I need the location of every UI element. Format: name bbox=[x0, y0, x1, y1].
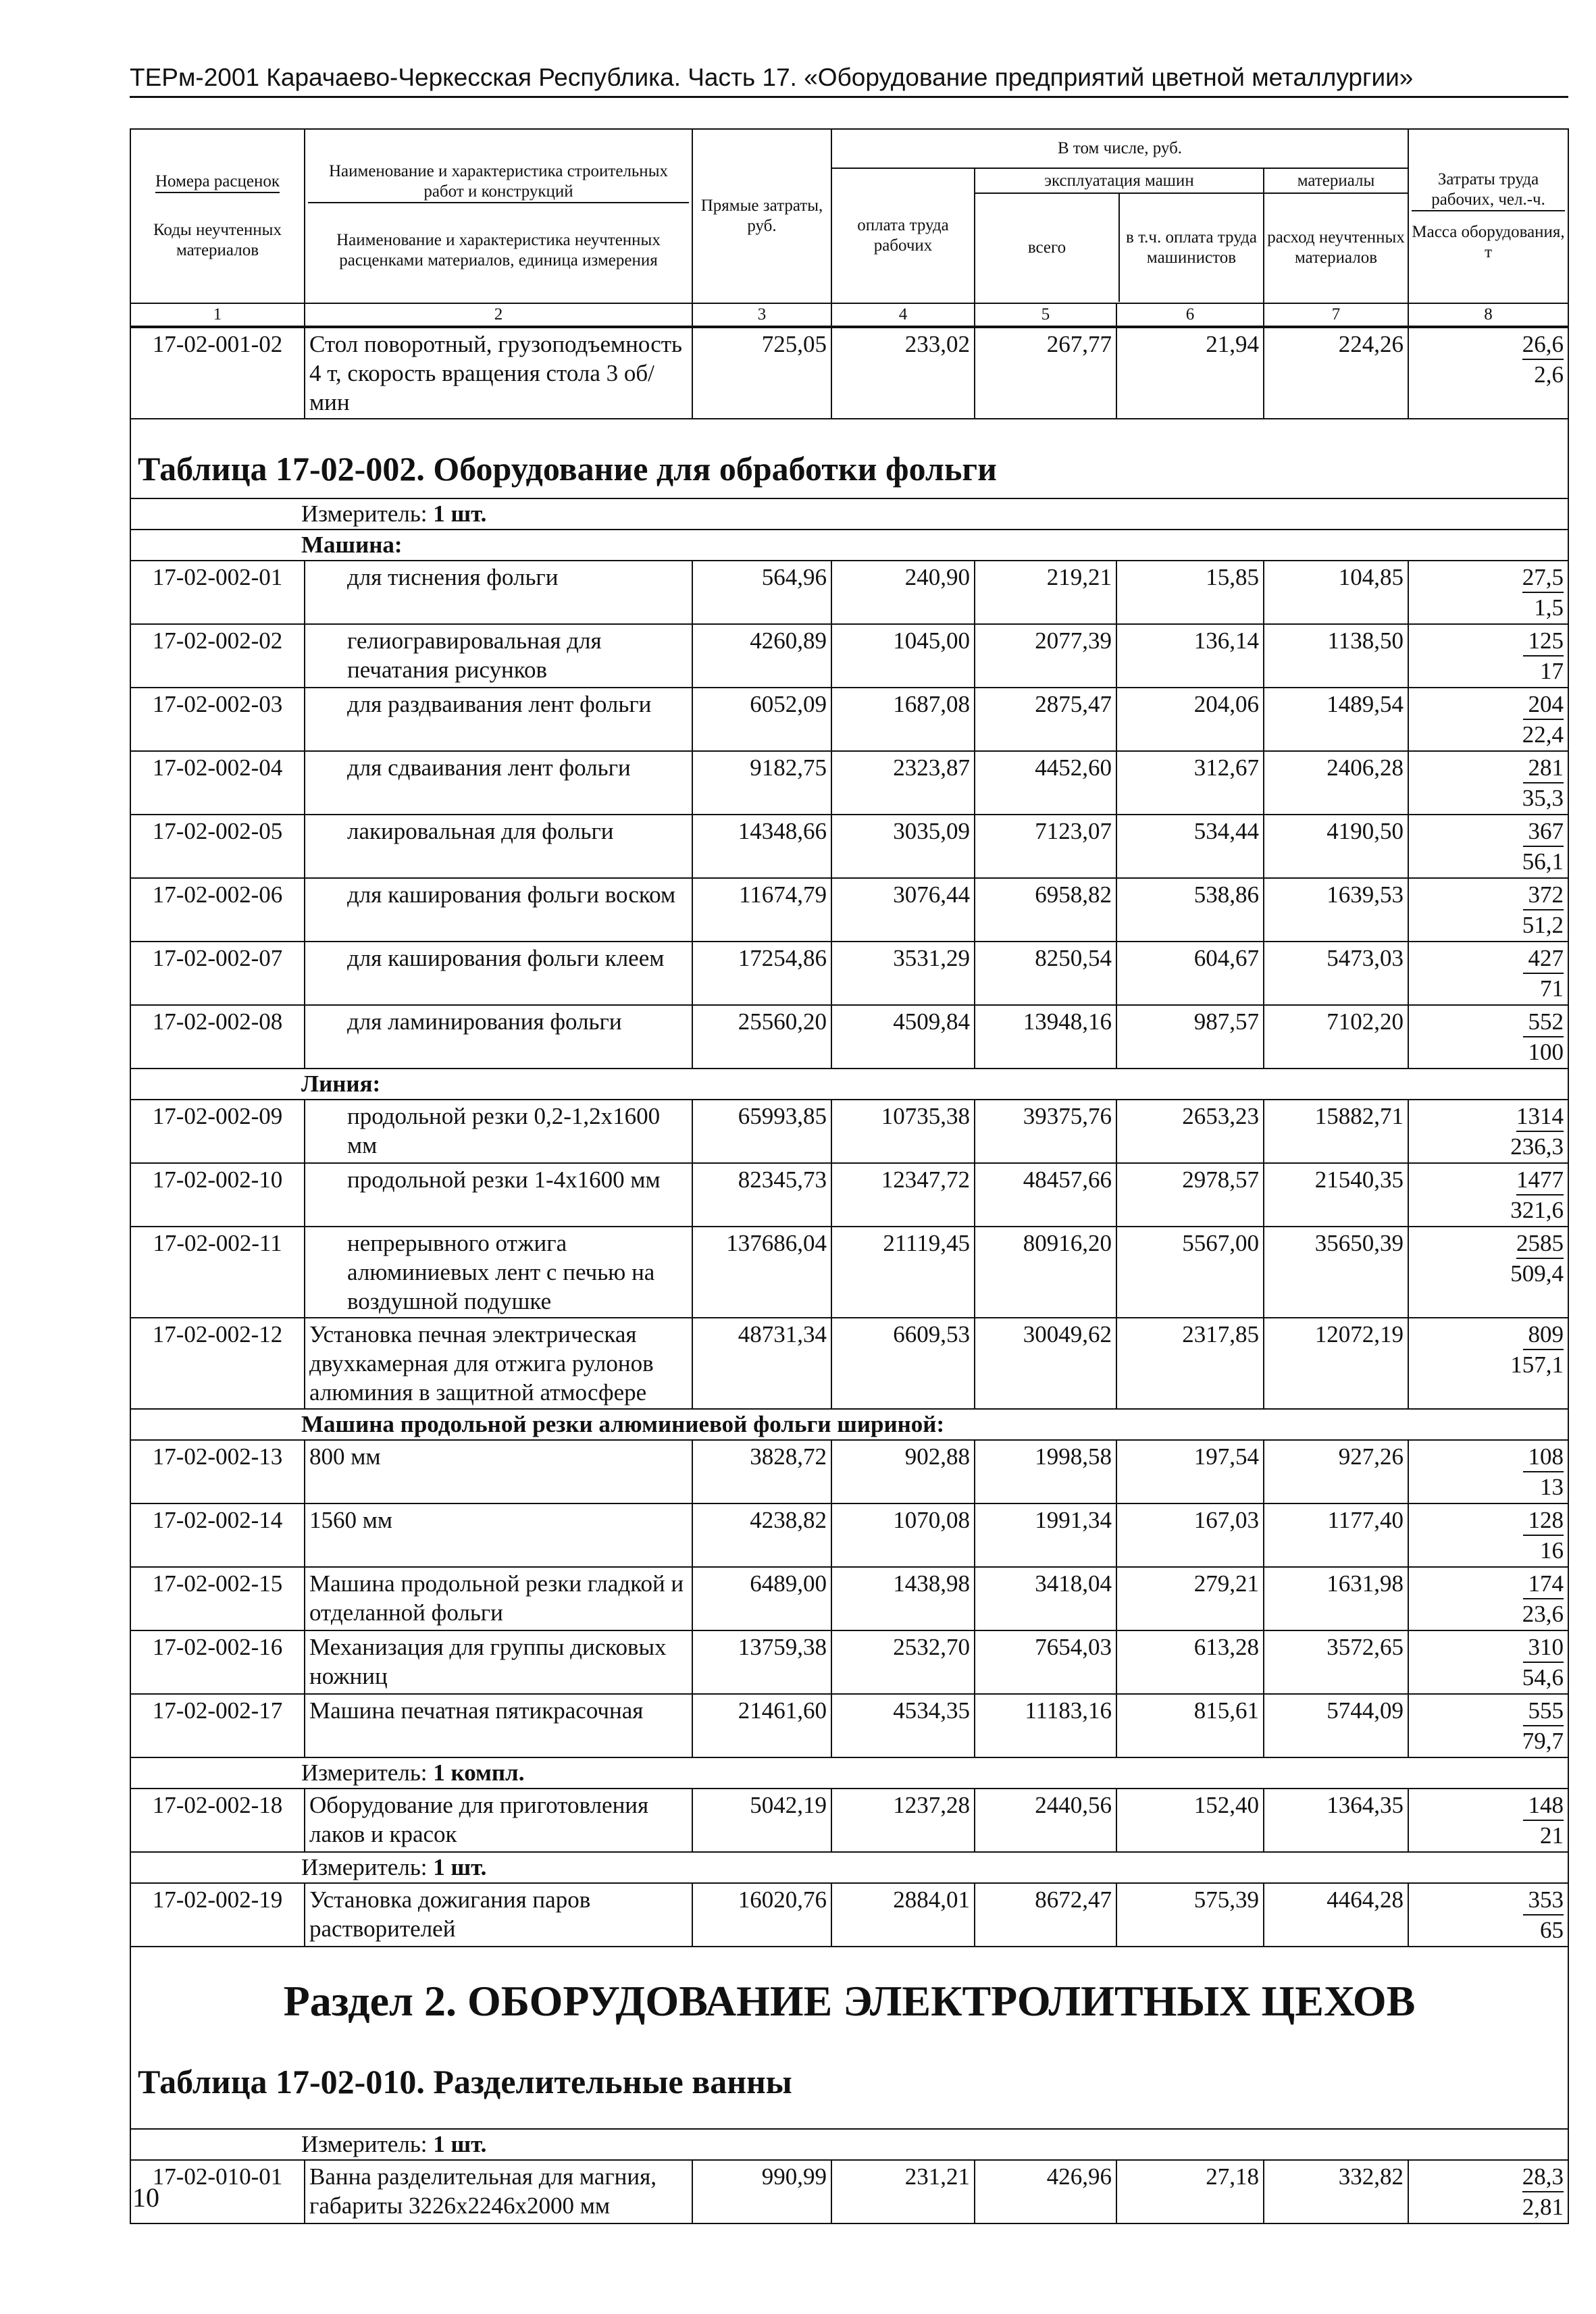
row-total: 426,96 bbox=[975, 2160, 1116, 2223]
row-total: 1998,58 bbox=[975, 1440, 1116, 1503]
row-name bbox=[305, 1100, 692, 1163]
row-labor bbox=[1408, 624, 1568, 688]
row-materials: 5473,03 bbox=[1264, 942, 1408, 1005]
row-labor bbox=[1408, 815, 1568, 878]
row-code: 17-02-010-01 bbox=[130, 2160, 305, 2223]
row-machinist: 2653,23 bbox=[1116, 1100, 1264, 1163]
mass-value: 54,6 bbox=[1522, 1664, 1564, 1691]
row-name-text: для каширования фольги клеем bbox=[347, 945, 665, 971]
row-total: 8672,47 bbox=[975, 1883, 1116, 1947]
table-row bbox=[130, 1163, 1568, 1227]
row-name bbox=[305, 1567, 692, 1630]
table-row bbox=[130, 688, 1568, 751]
row-name bbox=[305, 2160, 692, 2223]
labor-value: 281 bbox=[1523, 753, 1564, 783]
row-wage: 2323,87 bbox=[831, 751, 975, 815]
row-name bbox=[305, 328, 692, 419]
row-labor bbox=[1408, 1503, 1568, 1567]
row-name-text: непрерывного отжига алюминиевых лент с печью на воздушной подушке bbox=[347, 1230, 655, 1314]
labor-value: 128 bbox=[1523, 1506, 1564, 1536]
row-name bbox=[305, 1227, 692, 1318]
row-materials: 2406,28 bbox=[1264, 751, 1408, 815]
measure-row-cell bbox=[130, 2129, 1568, 2160]
row-wage: 2532,70 bbox=[831, 1630, 975, 1694]
mass-value: 1,5 bbox=[1534, 594, 1564, 621]
table-row bbox=[130, 751, 1568, 815]
table-row bbox=[130, 1630, 1568, 1694]
col-direct-header: Прямые затраты, руб. bbox=[692, 129, 831, 303]
labor-value: 174 bbox=[1523, 1569, 1564, 1599]
row-code: 17-02-002-11 bbox=[130, 1227, 305, 1318]
row-wage: 3076,44 bbox=[831, 878, 975, 942]
mass-value: 21 bbox=[1540, 1822, 1564, 1849]
mass-value: 16 bbox=[1540, 1537, 1564, 1564]
measure-row-cell bbox=[130, 498, 1568, 530]
row-materials: 224,26 bbox=[1264, 328, 1408, 419]
section-row bbox=[130, 1947, 1568, 2129]
group-title: Линия: bbox=[301, 1071, 381, 1097]
row-name-text: Механизация для группы дисковых ножниц bbox=[309, 1634, 667, 1689]
row-direct: 4238,82 bbox=[692, 1503, 831, 1567]
row-labor bbox=[1408, 1227, 1568, 1318]
col-codes-header: Номера расценок Коды неучтенных материалов bbox=[130, 129, 305, 303]
row-name bbox=[305, 1005, 692, 1069]
row-code: 17-02-002-10 bbox=[130, 1163, 305, 1227]
row-labor bbox=[1408, 1318, 1568, 1409]
row-machinist: 538,86 bbox=[1116, 878, 1264, 942]
row-machinist: 204,06 bbox=[1116, 688, 1264, 751]
row-wage: 1687,08 bbox=[831, 688, 975, 751]
table-title-row bbox=[130, 419, 1568, 498]
row-code: 17-02-002-13 bbox=[130, 1440, 305, 1503]
labor-value: 148 bbox=[1523, 1791, 1564, 1821]
row-direct: 4260,89 bbox=[692, 624, 831, 688]
row-code: 17-02-002-03 bbox=[130, 688, 305, 751]
row-code: 17-02-002-16 bbox=[130, 1630, 305, 1694]
row-direct: 21461,60 bbox=[692, 1694, 831, 1757]
row-name-text: для каширования фольги воском bbox=[347, 881, 676, 908]
row-name bbox=[305, 942, 692, 1005]
table-row bbox=[130, 878, 1568, 942]
row-direct: 16020,76 bbox=[692, 1883, 831, 1947]
row-labor bbox=[1408, 688, 1568, 751]
table-row bbox=[130, 1227, 1568, 1318]
row-direct: 82345,73 bbox=[692, 1163, 831, 1227]
col-labor-header: Затраты труда рабочих, чел.-ч. Масса оборудования, т bbox=[1408, 129, 1568, 303]
table-title: Таблица 17-02-010. Разделительные ванны bbox=[138, 2063, 792, 2101]
row-code: 17-02-002-02 bbox=[130, 624, 305, 688]
row-labor bbox=[1408, 942, 1568, 1005]
row-materials: 1489,54 bbox=[1264, 688, 1408, 751]
row-machinist: 15,85 bbox=[1116, 561, 1264, 624]
row-name-text: для сдваивания лент фольги bbox=[347, 754, 631, 781]
row-name bbox=[305, 561, 692, 624]
row-labor bbox=[1408, 2160, 1568, 2223]
table-row bbox=[130, 815, 1568, 878]
mass-value: 51,2 bbox=[1522, 912, 1564, 938]
mass-value: 23,6 bbox=[1522, 1601, 1564, 1627]
row-wage: 902,88 bbox=[831, 1440, 975, 1503]
row-labor bbox=[1408, 1100, 1568, 1163]
mass-value: 56,1 bbox=[1522, 848, 1564, 875]
row-wage: 4509,84 bbox=[831, 1005, 975, 1069]
mass-value: 509,4 bbox=[1510, 1260, 1564, 1287]
row-machinist: 575,39 bbox=[1116, 1883, 1264, 1947]
row-materials: 1177,40 bbox=[1264, 1503, 1408, 1567]
labor-value: 108 bbox=[1523, 1442, 1564, 1472]
row-direct: 9182,75 bbox=[692, 751, 831, 815]
table-row bbox=[130, 1100, 1568, 1163]
row-code: 17-02-002-19 bbox=[130, 1883, 305, 1947]
labor-value: 26,6 bbox=[1522, 330, 1564, 360]
labor-value: 125 bbox=[1523, 626, 1564, 657]
row-total: 219,21 bbox=[975, 561, 1116, 624]
row-wage: 1237,28 bbox=[831, 1789, 975, 1852]
row-machinist: 604,67 bbox=[1116, 942, 1264, 1005]
row-wage: 2884,01 bbox=[831, 1883, 975, 1947]
row-name bbox=[305, 688, 692, 751]
row-name-text: продольной резки 0,2-1,2х1600 мм bbox=[347, 1103, 661, 1158]
table-row bbox=[130, 942, 1568, 1005]
row-wage: 12347,72 bbox=[831, 1163, 975, 1227]
table-row bbox=[130, 328, 1568, 419]
row-name bbox=[305, 751, 692, 815]
section-row-cell bbox=[130, 1947, 1568, 2129]
row-total: 2077,39 bbox=[975, 624, 1116, 688]
measure-row bbox=[130, 1757, 1568, 1789]
row-labor bbox=[1408, 328, 1568, 419]
row-materials: 5744,09 bbox=[1264, 1694, 1408, 1757]
row-total: 11183,16 bbox=[975, 1694, 1116, 1757]
row-name bbox=[305, 1163, 692, 1227]
row-labor bbox=[1408, 1567, 1568, 1630]
col-materials-header: материалы расход неучтенных материалов bbox=[1264, 168, 1408, 303]
row-materials: 1639,53 bbox=[1264, 878, 1408, 942]
column-numbers-row: 1 2 3 4 5 6 7 8 bbox=[130, 303, 1568, 326]
col-machines-header: эксплуатация машин всего в т.ч. оплата труда машинистов bbox=[975, 168, 1264, 303]
row-code: 17-02-002-05 bbox=[130, 815, 305, 878]
row-name-text: продольной резки 1-4х1600 мм bbox=[347, 1166, 661, 1193]
row-code: 17-02-002-17 bbox=[130, 1694, 305, 1757]
row-materials: 332,82 bbox=[1264, 2160, 1408, 2223]
row-materials: 4464,28 bbox=[1264, 1883, 1408, 1947]
mass-value: 71 bbox=[1540, 975, 1564, 1002]
table-row bbox=[130, 624, 1568, 688]
row-code: 17-02-002-14 bbox=[130, 1503, 305, 1567]
measure-row-cell bbox=[130, 1852, 1568, 1883]
row-wage: 1070,08 bbox=[831, 1503, 975, 1567]
row-machinist: 2978,57 bbox=[1116, 1163, 1264, 1227]
row-code: 17-02-002-15 bbox=[130, 1567, 305, 1630]
row-direct: 990,99 bbox=[692, 2160, 831, 2223]
measure-row bbox=[130, 498, 1568, 530]
row-labor bbox=[1408, 1440, 1568, 1503]
row-code: 17-02-002-12 bbox=[130, 1318, 305, 1409]
row-materials: 4190,50 bbox=[1264, 815, 1408, 878]
row-materials: 35650,39 bbox=[1264, 1227, 1408, 1318]
mass-value: 321,6 bbox=[1510, 1197, 1564, 1223]
row-code: 17-02-002-07 bbox=[130, 942, 305, 1005]
table-row bbox=[130, 1694, 1568, 1757]
row-name bbox=[305, 1883, 692, 1947]
row-code: 17-02-002-09 bbox=[130, 1100, 305, 1163]
measure-line: Измеритель: 1 компл. bbox=[301, 1759, 525, 1786]
table-row bbox=[130, 1318, 1568, 1409]
row-total: 7123,07 bbox=[975, 815, 1116, 878]
row-machinist: 136,14 bbox=[1116, 624, 1264, 688]
group-row bbox=[130, 1069, 1568, 1100]
row-machinist: 2317,85 bbox=[1116, 1318, 1264, 1409]
mass-value: 157,1 bbox=[1510, 1352, 1564, 1378]
row-code: 17-02-002-01 bbox=[130, 561, 305, 624]
row-direct: 65993,85 bbox=[692, 1100, 831, 1163]
row-machinist: 534,44 bbox=[1116, 815, 1264, 878]
row-name-text: Оборудование для приготовления лаков и красок bbox=[309, 1792, 649, 1847]
row-name bbox=[305, 1630, 692, 1694]
group-title: Машина: bbox=[301, 532, 403, 558]
measure-line: Измеритель: 1 шт. bbox=[301, 1854, 487, 1880]
row-labor bbox=[1408, 1694, 1568, 1757]
table-row bbox=[130, 1789, 1568, 1852]
row-total: 80916,20 bbox=[975, 1227, 1116, 1318]
row-materials: 15882,71 bbox=[1264, 1100, 1408, 1163]
row-machinist: 613,28 bbox=[1116, 1630, 1264, 1694]
row-name bbox=[305, 1503, 692, 1567]
group-row bbox=[130, 1409, 1568, 1440]
row-wage: 4534,35 bbox=[831, 1694, 975, 1757]
page-number: 10 bbox=[132, 2182, 159, 2213]
col-wage-header: оплата труда рабочих bbox=[831, 168, 975, 303]
column-header bbox=[130, 128, 1569, 327]
row-name-text: Ванна разделительная для магния, габариты 3226х2246х2000 мм bbox=[309, 2163, 657, 2219]
measure-row bbox=[130, 1852, 1568, 1883]
row-materials: 12072,19 bbox=[1264, 1318, 1408, 1409]
row-wage: 3035,09 bbox=[831, 815, 975, 878]
row-materials: 1364,35 bbox=[1264, 1789, 1408, 1852]
group-row bbox=[130, 530, 1568, 561]
row-wage: 1438,98 bbox=[831, 1567, 975, 1630]
row-machinist: 21,94 bbox=[1116, 328, 1264, 419]
labor-value: 555 bbox=[1523, 1696, 1564, 1726]
table-row bbox=[130, 1503, 1568, 1567]
row-materials: 104,85 bbox=[1264, 561, 1408, 624]
labor-value: 367 bbox=[1523, 817, 1564, 847]
mass-value: 17 bbox=[1540, 658, 1564, 684]
row-labor bbox=[1408, 1883, 1568, 1947]
labor-value: 552 bbox=[1523, 1007, 1564, 1037]
row-wage: 10735,38 bbox=[831, 1100, 975, 1163]
row-machinist: 987,57 bbox=[1116, 1005, 1264, 1069]
row-name bbox=[305, 624, 692, 688]
row-wage: 233,02 bbox=[831, 328, 975, 419]
measure-row-cell bbox=[130, 1757, 1568, 1789]
labor-value: 310 bbox=[1523, 1632, 1564, 1663]
row-total: 2440,56 bbox=[975, 1789, 1116, 1852]
row-labor bbox=[1408, 1630, 1568, 1694]
row-wage: 231,21 bbox=[831, 2160, 975, 2223]
row-materials: 7102,20 bbox=[1264, 1005, 1408, 1069]
row-machinist: 312,67 bbox=[1116, 751, 1264, 815]
row-name bbox=[305, 1694, 692, 1757]
row-name-text: для ламинирования фольги bbox=[347, 1008, 622, 1035]
labor-value: 28,3 bbox=[1522, 2162, 1564, 2192]
row-labor bbox=[1408, 1005, 1568, 1069]
row-total: 13948,16 bbox=[975, 1005, 1116, 1069]
row-direct: 5042,19 bbox=[692, 1789, 831, 1852]
col-name-header: Наименование и характеристика строительных работ и конструкций Наименование и характеристика неучтенных расценками материалов, единица измерения bbox=[305, 129, 692, 303]
row-machinist: 167,03 bbox=[1116, 1503, 1264, 1567]
row-name-text: гелиогравировальная для печатания рисунков bbox=[347, 627, 602, 683]
row-direct: 137686,04 bbox=[692, 1227, 831, 1318]
table-row bbox=[130, 561, 1568, 624]
page-header: ТЕРм-2001 Карачаево-Черкесская Республика. Часть 17. «Оборудование предприятий цветной металлургии» bbox=[130, 62, 1568, 98]
row-total: 30049,62 bbox=[975, 1318, 1116, 1409]
labor-value: 2585 bbox=[1516, 1229, 1564, 1259]
labor-value: 1314 bbox=[1516, 1102, 1564, 1132]
row-machinist: 197,54 bbox=[1116, 1440, 1264, 1503]
row-materials: 3572,65 bbox=[1264, 1630, 1408, 1694]
row-labor bbox=[1408, 1163, 1568, 1227]
row-code: 17-02-002-06 bbox=[130, 878, 305, 942]
labor-value: 809 bbox=[1523, 1320, 1564, 1350]
row-total: 39375,76 bbox=[975, 1100, 1116, 1163]
mass-value: 2,81 bbox=[1522, 2194, 1564, 2220]
row-machinist: 279,21 bbox=[1116, 1567, 1264, 1630]
table-title: Таблица 17-02-002. Оборудование для обработки фольги bbox=[138, 450, 997, 488]
row-direct: 14348,66 bbox=[692, 815, 831, 878]
row-total: 2875,47 bbox=[975, 688, 1116, 751]
row-name-text: 1560 мм bbox=[309, 1507, 393, 1533]
row-labor bbox=[1408, 751, 1568, 815]
group-row-cell bbox=[130, 530, 1568, 561]
row-machinist: 5567,00 bbox=[1116, 1227, 1264, 1318]
row-name-text: для тиснения фольги bbox=[347, 564, 559, 590]
row-direct: 48731,34 bbox=[692, 1318, 831, 1409]
row-total: 267,77 bbox=[975, 328, 1116, 419]
mass-value: 65 bbox=[1540, 1917, 1564, 1943]
mass-value: 13 bbox=[1540, 1474, 1564, 1500]
rates-sheet bbox=[130, 128, 1568, 2224]
row-total: 3418,04 bbox=[975, 1567, 1116, 1630]
row-wage: 6609,53 bbox=[831, 1318, 975, 1409]
measure-row bbox=[130, 2129, 1568, 2160]
row-machinist: 815,61 bbox=[1116, 1694, 1264, 1757]
row-total: 6958,82 bbox=[975, 878, 1116, 942]
row-code: 17-02-001-02 bbox=[130, 328, 305, 419]
row-name-text: лакировальная для фольги bbox=[347, 818, 614, 844]
row-name-text: Машина продольной резки гладкой и отделанной фольги bbox=[309, 1570, 684, 1626]
row-direct: 564,96 bbox=[692, 561, 831, 624]
row-total: 8250,54 bbox=[975, 942, 1116, 1005]
row-name bbox=[305, 1789, 692, 1852]
row-direct: 25560,20 bbox=[692, 1005, 831, 1069]
section-title: Раздел 2. ОБОРУДОВАНИЕ ЭЛЕКТРОЛИТНЫХ ЦЕХОВ bbox=[283, 1977, 1416, 2025]
row-wage: 3531,29 bbox=[831, 942, 975, 1005]
mass-value: 79,7 bbox=[1522, 1728, 1564, 1754]
mass-value: 2,6 bbox=[1534, 361, 1564, 388]
labor-value: 1477 bbox=[1516, 1165, 1564, 1195]
row-labor bbox=[1408, 561, 1568, 624]
row-wage: 240,90 bbox=[831, 561, 975, 624]
row-name-text: 800 мм bbox=[309, 1443, 381, 1470]
row-direct: 6489,00 bbox=[692, 1567, 831, 1630]
table-title-row-cell bbox=[130, 419, 1568, 498]
row-labor bbox=[1408, 878, 1568, 942]
row-code: 17-02-002-08 bbox=[130, 1005, 305, 1069]
row-direct: 13759,38 bbox=[692, 1630, 831, 1694]
row-materials: 927,26 bbox=[1264, 1440, 1408, 1503]
labor-value: 427 bbox=[1523, 944, 1564, 974]
labor-value: 27,5 bbox=[1522, 563, 1564, 593]
row-total: 1991,34 bbox=[975, 1503, 1116, 1567]
row-name bbox=[305, 1318, 692, 1409]
row-total: 48457,66 bbox=[975, 1163, 1116, 1227]
row-name-text: Установка печная электрическая двухкамерная для отжига рулонов алюминия в защитной атмосфере bbox=[309, 1321, 654, 1406]
row-materials: 1631,98 bbox=[1264, 1567, 1408, 1630]
row-machinist: 152,40 bbox=[1116, 1789, 1264, 1852]
table-row bbox=[130, 1883, 1568, 1947]
col-incl-header: В том числе, руб. bbox=[831, 129, 1408, 168]
row-name-text: Установка дожигания паров растворителей bbox=[309, 1886, 591, 1942]
row-materials: 21540,35 bbox=[1264, 1163, 1408, 1227]
mass-value: 236,3 bbox=[1510, 1133, 1564, 1160]
row-direct: 11674,79 bbox=[692, 878, 831, 942]
labor-value: 204 bbox=[1523, 690, 1564, 720]
table-row bbox=[130, 2160, 1568, 2223]
row-materials: 1138,50 bbox=[1264, 624, 1408, 688]
group-row-cell bbox=[130, 1069, 1568, 1100]
row-name-text: Стол поворотный, грузоподъемность 4 т, скорость вращения стола 3 об/мин bbox=[309, 331, 683, 415]
mass-value: 35,3 bbox=[1522, 785, 1564, 811]
mass-value: 100 bbox=[1528, 1039, 1564, 1065]
row-name bbox=[305, 1440, 692, 1503]
row-name-text: Машина печатная пятикрасочная bbox=[309, 1697, 644, 1724]
labor-value: 353 bbox=[1523, 1885, 1564, 1916]
row-direct: 3828,72 bbox=[692, 1440, 831, 1503]
measure-line: Измеритель: 1 шт. bbox=[301, 2131, 487, 2157]
measure-line: Измеритель: 1 шт. bbox=[301, 500, 487, 527]
mass-value: 22,4 bbox=[1522, 721, 1564, 748]
row-labor bbox=[1408, 1789, 1568, 1852]
row-direct: 17254,86 bbox=[692, 942, 831, 1005]
row-direct: 725,05 bbox=[692, 328, 831, 419]
row-total: 7654,03 bbox=[975, 1630, 1116, 1694]
labor-value: 372 bbox=[1523, 880, 1564, 910]
row-code: 17-02-002-04 bbox=[130, 751, 305, 815]
row-machinist: 27,18 bbox=[1116, 2160, 1264, 2223]
row-name bbox=[305, 878, 692, 942]
row-direct: 6052,09 bbox=[692, 688, 831, 751]
table-row bbox=[130, 1005, 1568, 1069]
row-name-text: для раздваивания лент фольги bbox=[347, 691, 652, 717]
row-code: 17-02-002-18 bbox=[130, 1789, 305, 1852]
group-title: Машина продольной резки алюминиевой фольги шириной: bbox=[301, 1411, 945, 1437]
row-wage: 1045,00 bbox=[831, 624, 975, 688]
table-row bbox=[130, 1440, 1568, 1503]
table-row bbox=[130, 1567, 1568, 1630]
rates-table bbox=[130, 327, 1569, 2224]
row-total: 4452,60 bbox=[975, 751, 1116, 815]
group-row-cell bbox=[130, 1409, 1568, 1440]
row-name bbox=[305, 815, 692, 878]
row-wage: 21119,45 bbox=[831, 1227, 975, 1318]
